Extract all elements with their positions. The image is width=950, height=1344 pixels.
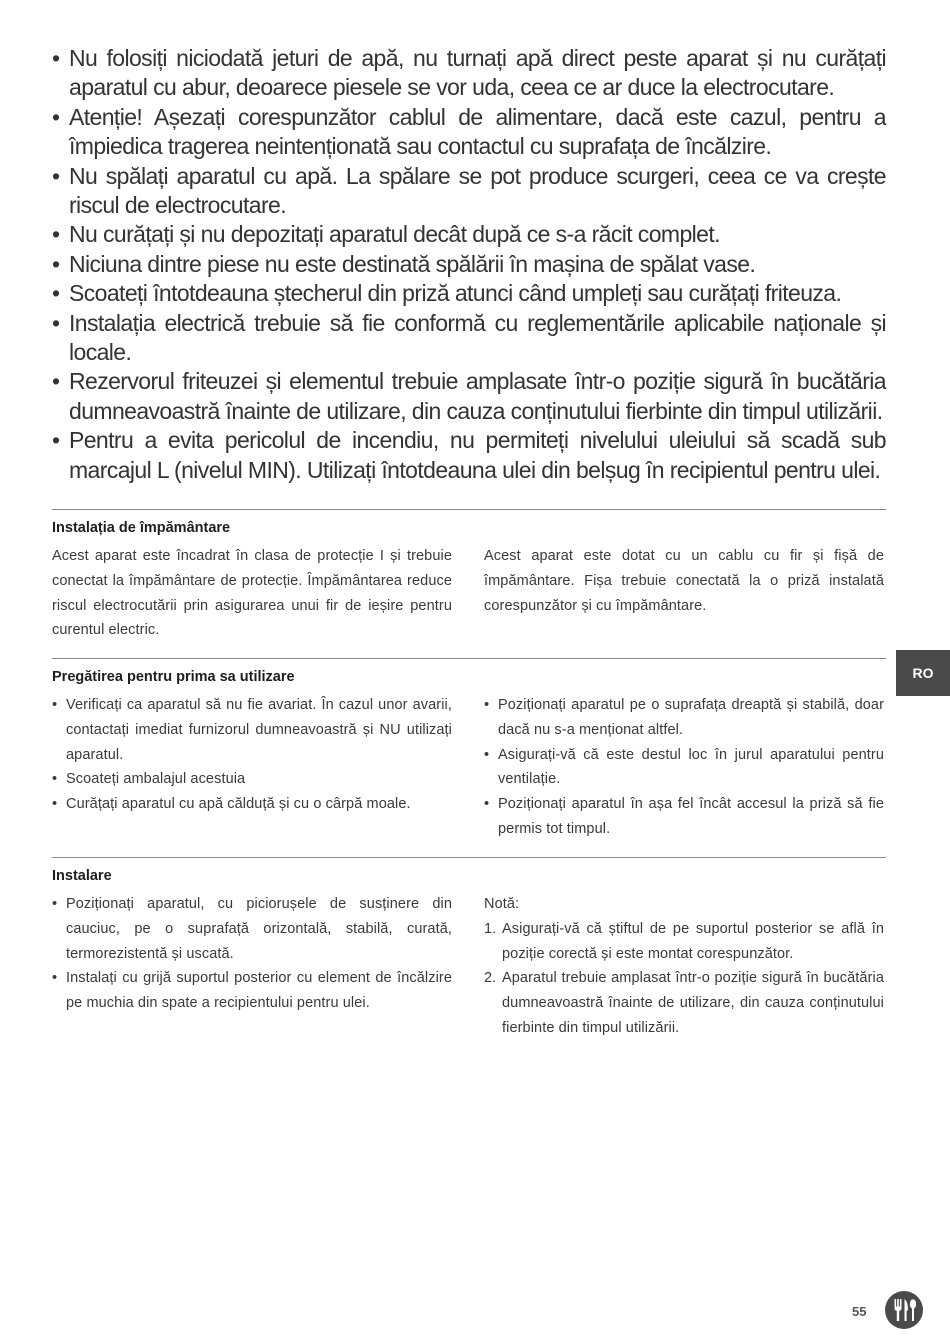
list-item: • Poziționați aparatul, cu piciorușele de susținere din cauciuc, pe o suprafață orizontală, stabilă, curată, termorezistentă și uscată. — [52, 892, 452, 966]
safety-bullet: • Pentru a evita pericolul de incendiu, nu permiteți nivelului uleiului să scadă sub marcajul L (nivelul MIN). Utilizați întotdeauna ulei din belșug în recipientul pentru ulei. — [52, 426, 886, 485]
installation-left-column — [52, 892, 452, 1016]
grounding-left-text: Acest aparat este încadrat în clasa de protecție I și trebuie conectat la împământare de protecție. Împământarea reduce riscul electrocutării prin asigurarea unui fir de ieșire pentru curentul electric. — [52, 548, 452, 639]
safety-bullet: • Nu spălați aparatul cu apă. La spălare se pot produce scurgeri, ceea ce va crește riscul de electrocutare. — [52, 162, 886, 221]
grounding-left-column — [52, 544, 452, 643]
note-item — [484, 966, 884, 1040]
note-number: 2. — [484, 970, 497, 987]
safety-bullet: • Instalația electrică trebuie să fie conformă cu reglementările aplicabile naționale și locale. — [52, 309, 886, 368]
note-number: 1. — [484, 920, 497, 937]
grounding-title: Instalația de împământare — [52, 520, 231, 536]
grounding-right-text: Acest aparat este dotat cu un cablu cu fir și fișă de împământare. Fișa trebuie conectată la o priză instalată corespunzător și cu împământare. — [484, 548, 884, 614]
grounding-right-column — [484, 544, 884, 618]
list-item: • Curățați aparatul cu apă călduță și cu o cârpă moale. — [52, 792, 452, 817]
first-use-section — [52, 658, 886, 849]
language-tab: RO — [896, 650, 950, 696]
list-item: • Instalați cu grijă suportul posterior cu element de încălzire pe muchia din spate a recipientului pentru ulei. — [52, 966, 452, 1016]
safety-bullet: • Nu curățați și nu depozitați aparatul decât după ce s-a răcit complet. — [52, 220, 886, 249]
list-item: • Poziționați aparatul pe o suprafața dreaptă și stabilă, doar dacă nu s-a menționat altfel. — [484, 693, 884, 743]
list-item: • Asigurați-vă că este destul loc în jurul aparatului pentru ventilație. — [484, 743, 884, 793]
safety-bullet: • Niciuna dintre piese nu este destinată spălării în mașina de spălat vase. — [52, 250, 886, 279]
installation-title: Instalare — [52, 868, 112, 884]
first-use-right-column — [484, 693, 884, 842]
note-text: Aparatul trebuie amplasat într-o poziție sigură în bucătăria dumneavoastră înainte de utilizare, din cauza conținutului fierbinte din timpul utilizării. — [502, 970, 884, 1036]
safety-bullet: • Scoateți întotdeauna ștecherul din priză atunci când umpleți sau curățați friteuza. — [52, 279, 886, 308]
list-item: • Scoateți ambalajul acestuia — [52, 767, 452, 792]
safety-bullet: • Atenție! Așezați corespunzător cablul de alimentare, dacă este cazul, pentru a împiedica tragerea neintenționată sau contactul cu suprafața de încălzire. — [52, 103, 886, 162]
first-use-left-column — [52, 693, 452, 817]
page-number: 55 — [852, 1304, 867, 1319]
note-label: Notă: — [484, 896, 520, 912]
cutlery-icon — [884, 1290, 924, 1330]
installation-note-column — [484, 892, 884, 1041]
first-use-title: Pregătirea pentru prima sa utilizare — [52, 669, 295, 685]
installation-section — [52, 857, 886, 1078]
note-text: Asigurați-vă că știftul de pe suportul posterior se află în poziție corectă și este montat corespunzător. — [502, 920, 884, 962]
safety-warnings-list — [52, 44, 886, 485]
safety-bullet: • Nu folosiți niciodată jeturi de apă, nu turnați apă direct peste aparat și nu curățați aparatul cu abur, deoarece piesele se vor uda, ceea ce ar duce la electrocutare. — [52, 44, 886, 103]
grounding-section — [52, 509, 886, 650]
note-item — [484, 917, 884, 967]
list-item: • Poziționați aparatul în așa fel încât accesul la priză să fie permis tot timpul. — [484, 792, 884, 842]
safety-bullet: • Rezervorul friteuzei și elementul trebuie amplasate într-o poziție sigură în bucătăria dumneavoastră înainte de utilizare, din cauza conținutului fierbinte din timpul utilizării. — [52, 367, 886, 426]
list-item: • Verificați ca aparatul să nu fie avariat. În cazul unor avarii, contactați imediat furnizorul dumneavoastră și NU utilizați aparatul. — [52, 693, 452, 767]
